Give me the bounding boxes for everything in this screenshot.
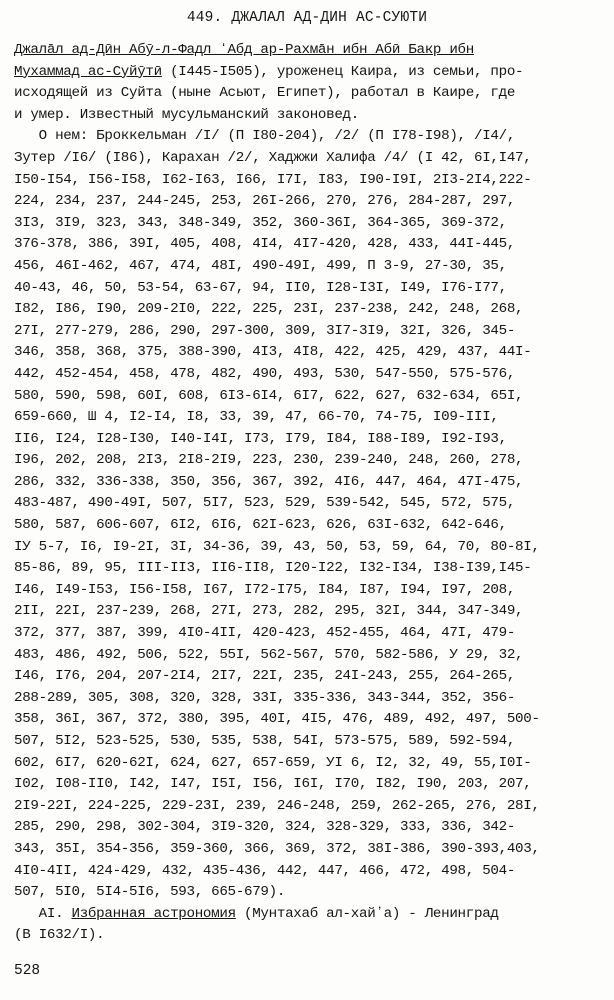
- entry-title: 449. ДЖАЛАЛ АД-ДИН АС-СУЮТИ: [186, 10, 428, 26]
- bio-line: исходящей из Суйта (ныне Асьют, Египет), работал в Каире, где: [14, 85, 516, 102]
- reference-line: 376-378, 386, 39I, 405, 408, 4I4, 4I7-420, 428, 433, 44I-445,: [14, 236, 516, 253]
- reference-line: I50-I54, I56-I58, I62-I63, I66, I7I, I83, I90-I9I, 2I3-2I4,222-: [14, 171, 532, 188]
- reference-line: 580, 590, 598, 60I, 608, 6I3-6I4, 6I7, 622, 627, 632-634, 65I,: [14, 387, 524, 404]
- reference-line: 507, 5I0, 5I4-5I6, 593, 665-679).: [14, 884, 286, 901]
- reference-line: 456, 46I-462, 467, 474, 48I, 490-49I, 499, П 3-9, 27-30, 35,: [14, 257, 507, 274]
- page-number: 528: [14, 963, 41, 979]
- reference-line: I96, 202, 208, 2I3, 2I8-2I9, 223, 230, 239-240, 248, 260, 278,: [14, 452, 524, 469]
- reference-line: 442, 452-454, 458, 478, 482, 490, 493, 530, 547-550, 575-576,: [14, 365, 516, 382]
- reference-line: 285, 290, 298, 302-304, 3I9-320, 324, 328-329, 333, 336, 342-: [14, 819, 516, 836]
- reference-line: О нем: Броккельман /I/ (П I80-204), /2/ (П I78-I98), /I4/,: [14, 128, 516, 145]
- reference-line: 580, 587, 606-607, 6I2, 6I6, 62I-623, 626, 63I-632, 642-646,: [14, 517, 507, 534]
- reference-line: 2II, 22I, 237-239, 268, 27I, 273, 282, 295, 32I, 344, 347-349,: [14, 603, 524, 620]
- reference-line: 224, 234, 237, 244-245, 253, 26I-266, 270, 276, 284-287, 297,: [14, 193, 516, 210]
- reference-line: 346, 358, 368, 375, 388-390, 4I3, 4I8, 422, 425, 429, 437, 44I-: [14, 344, 532, 361]
- reference-line: Зутер /I6/ (I86), Карахан /2/, Хаджжи Халифа /4/ (I 42, 6I,I47,: [14, 149, 532, 166]
- work-number: AI.: [14, 905, 72, 922]
- reference-line: I02, I08-II0, I42, I47, I5I, I56, I6I, I70, I82, I90, 203, 207,: [14, 776, 532, 793]
- reference-line: 27I, 277-279, 286, 290, 297-300, 309, 3I7-3I9, 32I, 326, 345-: [14, 322, 516, 339]
- reference-line: 372, 377, 387, 399, 4I0-4II, 420-423, 452-455, 464, 47I, 479-: [14, 625, 516, 642]
- reference-line: 483-487, 490-49I, 507, 5I7, 523, 529, 539-542, 545, 572, 575,: [14, 495, 516, 512]
- reference-line: 40-43, 46, 50, 53-54, 63-67, 94, II0, I28-I3I, I49, I76-I77,: [14, 279, 507, 296]
- reference-line: 2I9-22I, 224-225, 229-23I, 239, 246-248, 259, 262-265, 276, 28I,: [14, 797, 540, 814]
- author-name-part1: Джалāл ад-Дӣн Абӯ-л-Фадл ʻАбд ар-Рахмāн ибн Абӣ Бакр ибн: [14, 42, 474, 58]
- reference-line: I46, I49-I53, I56-I58, I67, I72-I75, I84, I87, I94, I97, 208,: [14, 581, 516, 598]
- bio-line: и умер. Известный мусульманский законовед.: [14, 106, 359, 123]
- entry-body: [14, 40, 602, 947]
- bio-line: [14, 62, 602, 84]
- reference-line: IУ 5-7, I6, I9-2I, 3I, 34-36, 39, 43, 50, 53, 59, 64, 70, 80-8I,: [14, 538, 540, 555]
- reference-line: 288-289, 305, 308, 320, 328, 33I, 335-336, 343-344, 352, 356-: [14, 689, 516, 706]
- work-title: Избранная астрономия: [71, 905, 236, 922]
- reference-line: II6, I24, I28-I30, I40-I4I, I73, I79, I84, I88-I89, I92-I93,: [14, 430, 507, 447]
- reference-line: 507, 5I2, 523-525, 530, 535, 538, 54I, 573-575, 589, 592-594,: [14, 733, 516, 749]
- reference-line: 483, 486, 492, 506, 522, 55I, 562-567, 570, 582-586, У 29, 32,: [14, 646, 524, 663]
- reference-line: 286, 332, 336-338, 350, 356, 367, 392, 4I6, 447, 464, 47I-475,: [14, 473, 524, 490]
- bio-text: (I445-I505), уроженец Каира, из семьи, про-: [161, 63, 524, 80]
- reference-line: 358, 36I, 367, 372, 380, 395, 40I, 4I5, 476, 489, 492, 497, 500-: [14, 711, 540, 728]
- work-line: [14, 904, 602, 926]
- bio-line: [14, 40, 602, 62]
- reference-line: 3I3, 3I9, 323, 343, 348-349, 352, 360-36I, 364-365, 369-372,: [14, 214, 507, 231]
- reference-line: I46, I76, 204, 207-2I4, 2I7, 22I, 235, 24I-243, 255, 264-265,: [14, 668, 516, 685]
- references-block: [14, 126, 602, 903]
- work-line: (В I632/I).: [14, 927, 105, 944]
- reference-line: 85-86, 89, 95, III-II3, II6-II8, I20-I22, I32-I34, I38-I39,I45-: [14, 560, 532, 577]
- reference-line: 343, 35I, 354-356, 359-360, 366, 369, 372, 38I-386, 390-393,403,: [14, 840, 540, 857]
- reference-line: I82, I86, I90, 209-2I0, 222, 225, 23I, 237-238, 242, 248, 268,: [14, 301, 524, 318]
- author-name-part2: Мухаммад ас-Суйӯтӣ: [14, 63, 162, 80]
- reference-line: 659-660, Ш 4, I2-I4, I8, 33, 39, 47, 66-70, 74-75, I09-III,: [14, 409, 499, 426]
- reference-line: 602, 6I7, 620-62I, 624, 627, 657-659, УI 6, I2, 32, 49, 55,I0I-: [14, 754, 532, 771]
- work-details: (Мунтахаб ал-хайʼа) - Ленинград: [235, 905, 499, 922]
- reference-line: 4I0-4II, 424-429, 432, 435-436, 442, 447, 466, 472, 498, 504-: [14, 862, 516, 879]
